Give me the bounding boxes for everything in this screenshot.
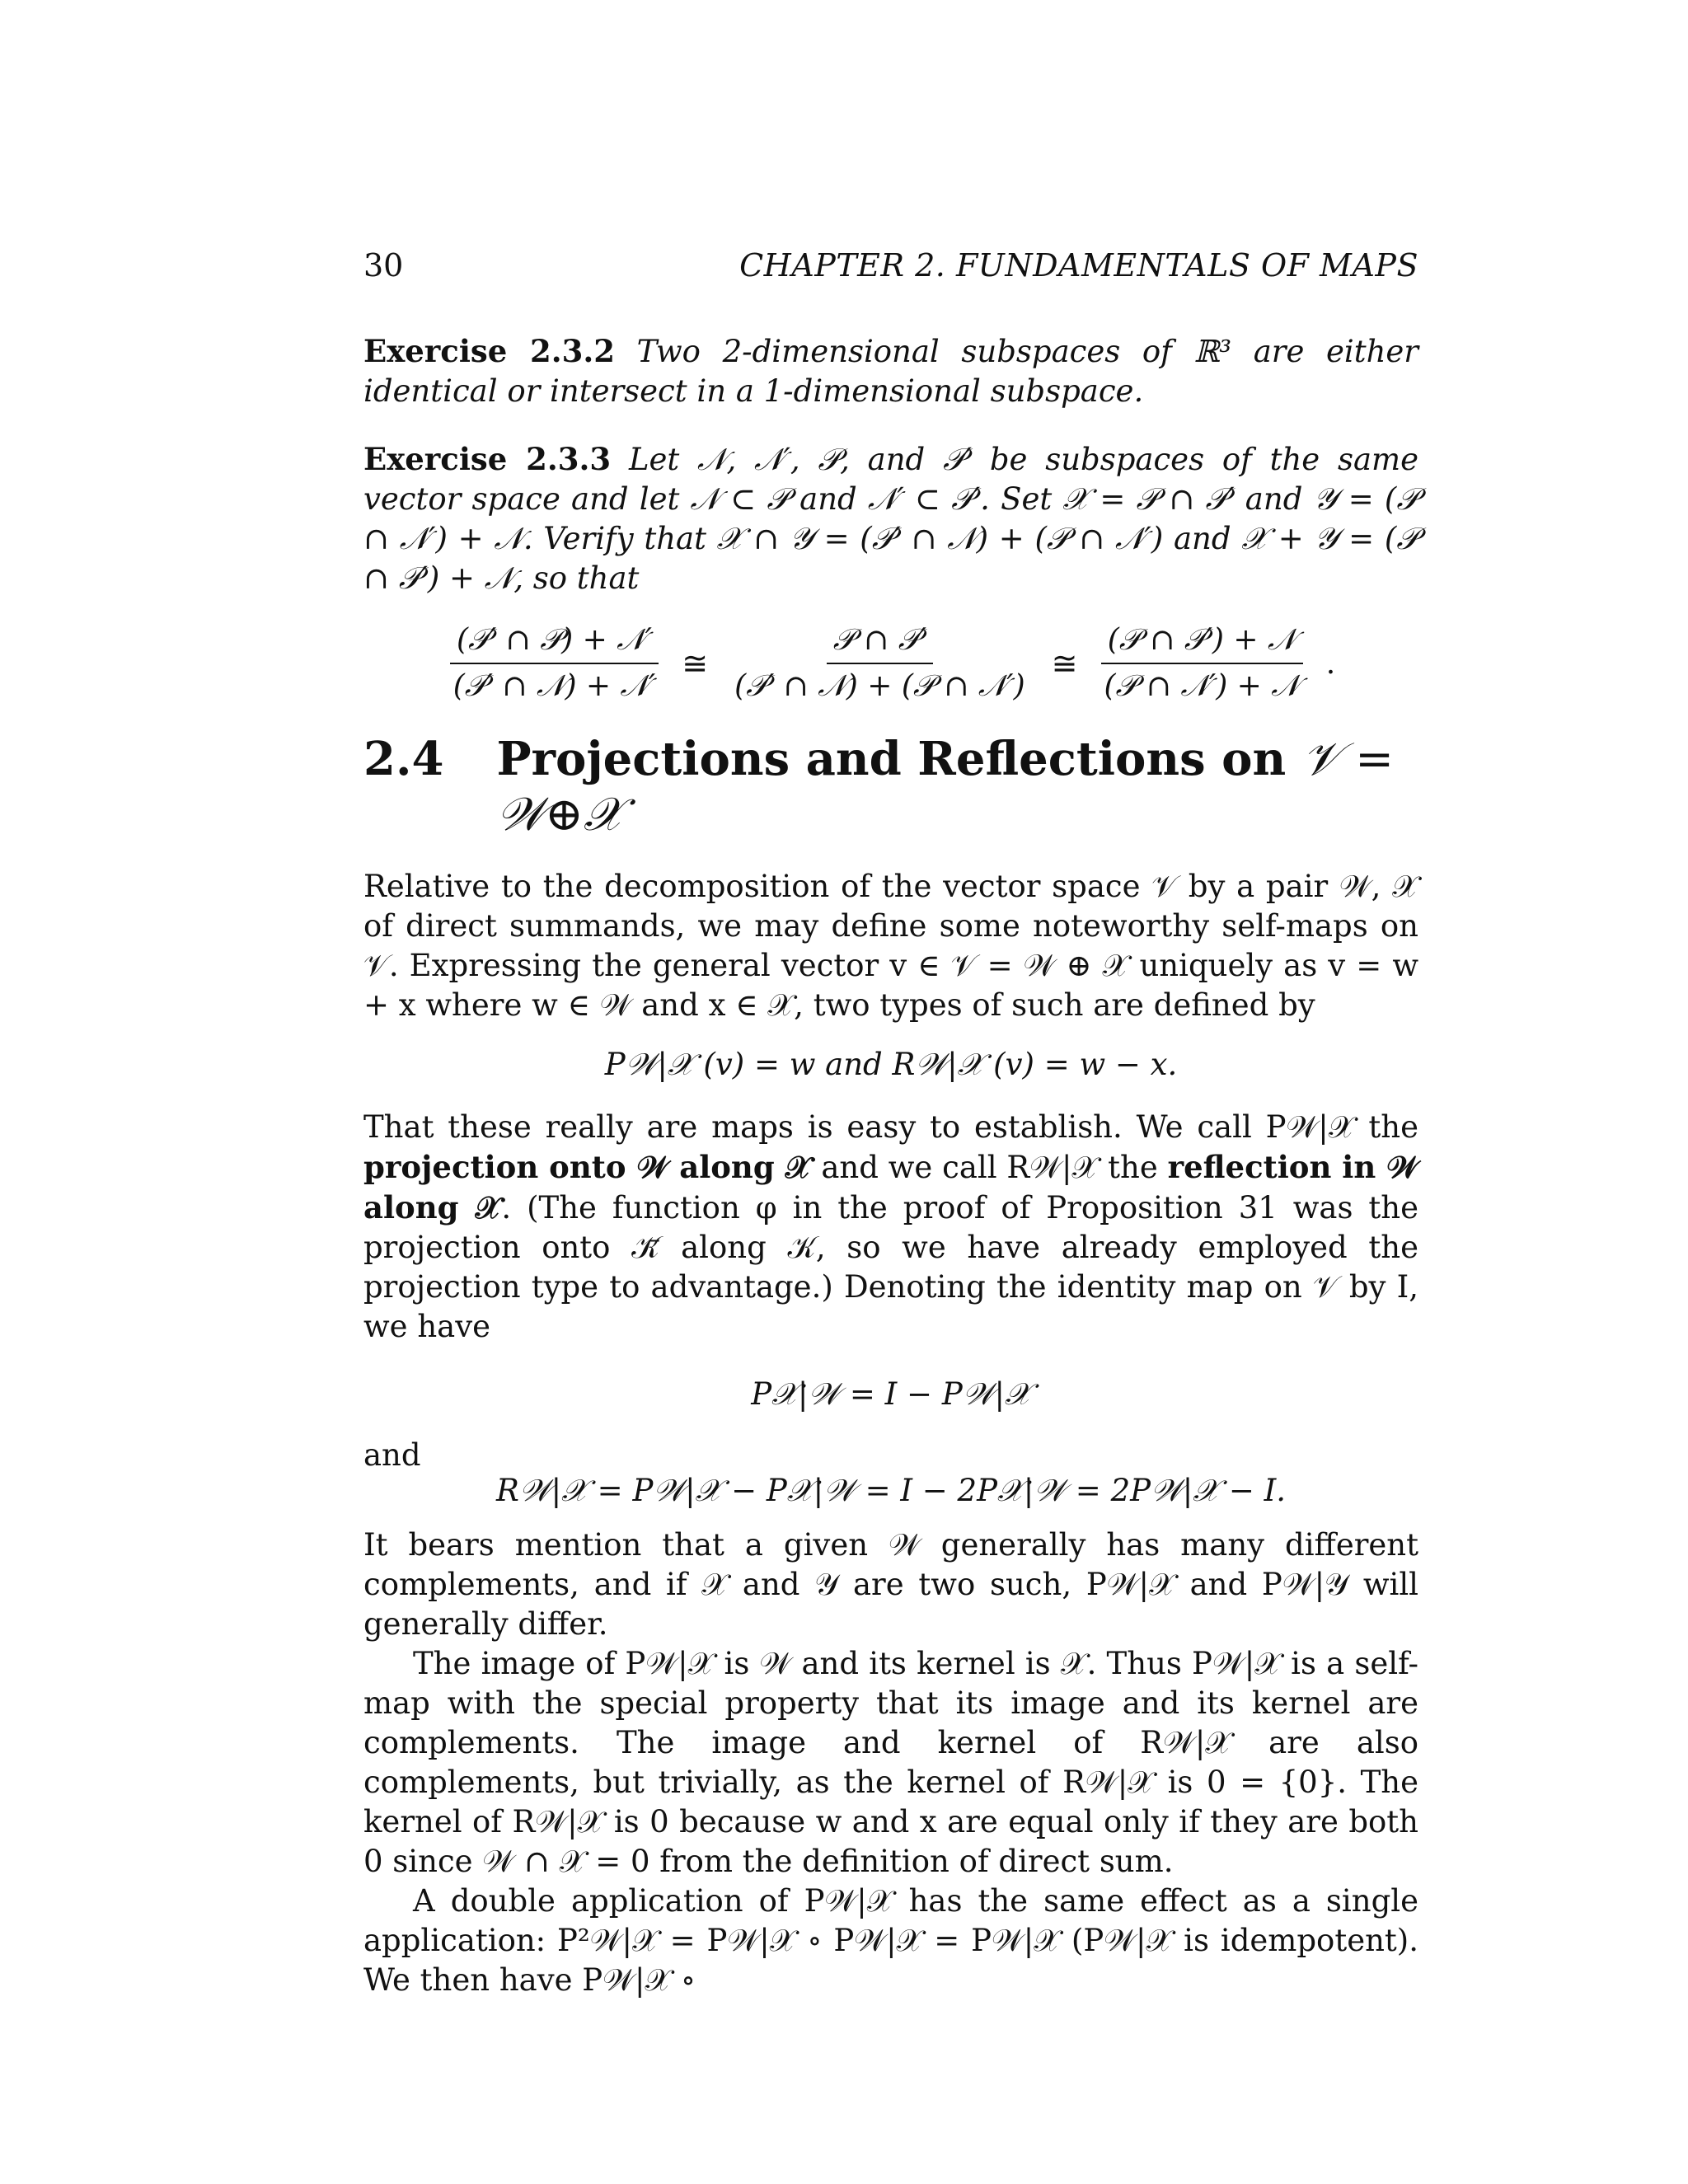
exercise-label: Exercise 2.3.3 <box>363 441 612 477</box>
display-equation: P𝒲|𝒳 (v) = w and R𝒲|𝒳 (v) = w − x. <box>604 1047 1178 1082</box>
term-projection: projection onto 𝒲 along 𝒳 <box>363 1149 812 1185</box>
display-equation: R𝒲|𝒳 = P𝒲|𝒳 − P𝒳|𝒲 = I − 2P𝒳|𝒲 = 2P𝒲|𝒳 − I. <box>496 1473 1286 1508</box>
exercise-2-3-2 <box>363 331 1418 411</box>
denominator: (𝒫′ ∩ 𝒩) + 𝒩′ <box>452 669 656 703</box>
numerator: (𝒫′ ∩ 𝒫) + 𝒩′ <box>450 623 659 664</box>
section-title-math: 𝒱 = 𝒲⊕𝒳 <box>496 733 1395 841</box>
section-heading <box>363 732 1418 842</box>
numerator: (𝒫 ∩ 𝒫′) + 𝒩 <box>1101 623 1303 664</box>
isomorphic-symbol: ≅ <box>1051 645 1078 682</box>
fraction <box>728 623 1032 704</box>
fraction <box>1097 623 1306 704</box>
exercise-text: Two 2-dimensional subspaces of ℝ³ are either identical or intersect in a 1-dimensional subspace. <box>363 334 1418 409</box>
numerator: 𝒫 ∩ 𝒫′ <box>827 623 933 664</box>
isomorphism-display <box>363 623 1418 704</box>
isomorphic-symbol: ≅ <box>682 645 709 682</box>
term-reflection: reflection in 𝒲 along 𝒳 <box>363 1149 1418 1226</box>
display-equation: P𝒳|𝒲 = I − P𝒲|𝒳 <box>751 1376 1031 1412</box>
page <box>363 247 1418 2000</box>
paragraph: Relative to the decomposition of the vector space 𝒱 by a pair 𝒲, 𝒳 of direct summands, we may define some noteworthy self-maps on 𝒱. Expressing the general vector v ∈ 𝒱 = 𝒲 ⊕ 𝒳 uniquely as v = w + x where w ∈ 𝒲 and x ∈ 𝒳, two types of such are defined by <box>363 869 1418 1023</box>
paragraph: That these really are maps is easy to establish. We call P𝒲|𝒳 the projection onto 𝒲 along 𝒳 and we call R𝒲|𝒳 the reflection in 𝒲 along 𝒳. (The function φ in the proof of Proposition 31 was the projection onto 𝒦̄ along 𝒦, so we have already employed the projection type to advantage.) Denoting the identity map on 𝒱 by I, we have <box>363 1109 1419 1344</box>
paragraph: A double application of P𝒲|𝒳 has the same effect as a single application: P²𝒲|𝒳 = P𝒲|𝒳 ∘ P𝒲|𝒳 = P𝒲|𝒳 (P𝒲|𝒳 is idempotent). We then have P𝒲|𝒳 ∘ <box>363 1883 1418 1998</box>
period: . <box>1325 646 1336 681</box>
exercise-2-3-3 <box>363 439 1418 598</box>
paragraph: The image of P𝒲|𝒳 is 𝒲 and its kernel is 𝒳. Thus P𝒲|𝒳 is a self-map with the special property that its image and its kernel are complements. The image and kernel of R𝒲|𝒳 are also complements, but trivially, as the kernel of R𝒲|𝒳 is 0 = {0}. The kernel of R𝒲|𝒳 is 0 because w and x are equal only if they are both 0 since 𝒲 ∩ 𝒳 = 0 from the definition of direct sum. <box>363 1646 1418 1879</box>
exercise-text: Let 𝒩, 𝒩′, 𝒫, and 𝒫′ be subspaces of the same vector space and let 𝒩 ⊂ 𝒫 and 𝒩′ ⊂ 𝒫′. Set 𝒳 = 𝒫 ∩ 𝒫′ and 𝒴 = (𝒫 ∩ 𝒩′) + 𝒩. Verify that 𝒳 ∩ 𝒴 = (𝒫′ ∩ 𝒩) + (𝒫 ∩ 𝒩′) and 𝒳 + 𝒴 = (𝒫 ∩ 𝒫′) + 𝒩, so that <box>363 442 1418 596</box>
denominator: (𝒫′ ∩ 𝒩) + (𝒫 ∩ 𝒩′) <box>734 669 1025 703</box>
running-header <box>363 247 1418 284</box>
paragraph: It bears mention that a given 𝒲 generally has many different complements, and if 𝒳 and 𝒴 are two such, P𝒲|𝒳 and P𝒲|𝒴 will generally differ. <box>363 1527 1418 1642</box>
page-number: 30 <box>363 247 404 284</box>
fraction <box>447 623 662 704</box>
denominator: (𝒫 ∩ 𝒩′) + 𝒩 <box>1104 669 1300 703</box>
chapter-title: CHAPTER 2. FUNDAMENTALS OF MAPS <box>739 247 1418 284</box>
section-title: Projections and Reflections on 𝒱 = 𝒲⊕𝒳 <box>496 732 1395 841</box>
connective-word: and <box>363 1437 421 1473</box>
section-number: 2.4 <box>363 732 444 786</box>
exercise-label: Exercise 2.3.2 <box>363 333 615 369</box>
